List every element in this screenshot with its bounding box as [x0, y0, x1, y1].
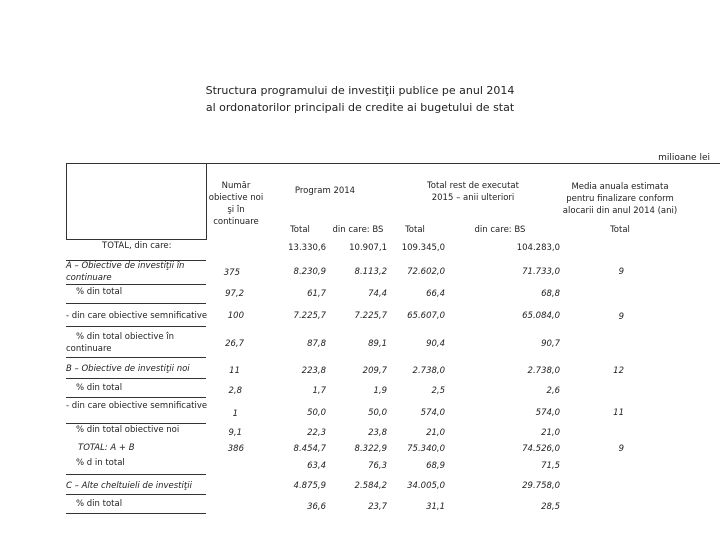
cell-rest-total: 31,1	[426, 502, 445, 512]
cell-program-total: 13.330,6	[288, 243, 326, 253]
page-title-line2: al ordonatorilor principali de credite ai bugetului de stat	[205, 101, 515, 114]
row-label: A – Obiective de investiţii în continuare	[66, 261, 185, 283]
cell-program-bs: 8.113,2	[354, 267, 387, 277]
cell-rest-total: 90,4	[426, 339, 445, 349]
cell-rest-bs: 574,0	[535, 408, 560, 418]
header-program-bs: din care: BS	[332, 225, 384, 235]
cell-rest-total: 65.607,0	[407, 311, 445, 321]
cell-obiective: 97,2	[225, 289, 244, 299]
cell-program-bs: 10.907,1	[349, 243, 387, 253]
cell-program-total: 63,4	[307, 461, 326, 471]
cell-program-total: 1,7	[312, 386, 326, 396]
row-label: B – Obiective de investiţii noi	[66, 364, 190, 374]
row-label: C – Alte cheltuieli de investiţii	[66, 481, 192, 491]
cell-obiective: 2,8	[228, 386, 242, 396]
cell-program-bs: 7.225,7	[354, 311, 387, 321]
cell-program-bs: 89,1	[368, 339, 387, 349]
cell-obiective: 386	[227, 444, 244, 454]
cell-rest-total: 72.602,0	[407, 267, 445, 277]
cell-rest-total: 66,4	[426, 289, 445, 299]
row-rule	[66, 378, 206, 379]
cell-rest-total: 34.005,0	[407, 481, 445, 491]
cell-program-bs: 8.322,9	[354, 444, 387, 454]
cell-rest-bs: 90,7	[541, 339, 560, 349]
cell-obiective: 375	[223, 268, 240, 278]
cell-rest-bs: 104.283,0	[516, 243, 560, 253]
cell-rest-bs: 68,8	[541, 289, 560, 299]
header-rest-bs: din care: BS	[474, 225, 526, 235]
cell-program-bs: 23,8	[368, 428, 387, 438]
cell-rest-bs: 28,5	[541, 502, 560, 512]
cell-program-total: 87,8	[307, 339, 326, 349]
cell-rest-bs: 65.084,0	[522, 311, 560, 321]
header-obiective: Număr obiective noi şi în continuare	[208, 181, 264, 227]
cell-rest-bs: 74.526,0	[522, 444, 560, 454]
row-rule	[66, 357, 206, 358]
cell-rest-bs: 29.758,0	[522, 481, 560, 491]
cell-media: 9	[618, 312, 624, 322]
cell-media: 12	[613, 366, 624, 376]
row-rule	[66, 284, 206, 285]
cell-obiective: 1	[232, 409, 238, 419]
cell-rest-total: 109.345,0	[401, 243, 445, 253]
cell-rest-bs: 71.733,0	[522, 267, 560, 277]
cell-program-bs: 74,4	[368, 289, 387, 299]
cell-program-bs: 50,0	[368, 408, 387, 418]
cell-program-total: 8.230,9	[293, 267, 326, 277]
cell-program-bs: 209,7	[362, 366, 387, 376]
cell-rest-total: 2.738,0	[412, 366, 445, 376]
cell-program-total: 61,7	[307, 289, 326, 299]
cell-media: 9	[618, 444, 624, 454]
cell-rest-total: 574,0	[420, 408, 445, 418]
row-rule	[66, 423, 206, 424]
row-rule	[66, 326, 206, 327]
row-label: % din total	[76, 287, 123, 297]
header-media-total: Total	[610, 225, 630, 235]
header-program: Program 2014	[294, 186, 356, 196]
row-rule	[66, 397, 206, 398]
header-program-total: Total	[290, 225, 310, 235]
row-label: % din total	[76, 383, 123, 393]
cell-program-bs: 76,3	[368, 461, 387, 471]
row-rule	[66, 303, 206, 304]
cell-rest-bs: 21,0	[541, 428, 560, 438]
cell-obiective: 26,7	[225, 339, 244, 349]
row-label: - din care obiective semnificative	[66, 311, 208, 321]
header-left-rule	[66, 163, 67, 240]
row-label: % din total obiective noi	[76, 425, 180, 435]
row-label: TOTAL, din care:	[102, 241, 172, 251]
cell-program-total: 8.454,7	[293, 444, 326, 454]
header-rest: Total rest de executat 2015 – anii ulteriori	[427, 181, 519, 203]
unit-label: milioane lei	[658, 153, 710, 163]
cell-media: 11	[613, 408, 624, 418]
cell-rest-bs: 2,6	[546, 386, 560, 396]
row-label: % d in total	[76, 458, 125, 468]
row-label: - din care obiective semnificative	[66, 401, 208, 411]
header-top-rule	[66, 163, 720, 164]
page-title-line1: Structura programului de investiţii publice pe anul 2014	[205, 84, 515, 97]
cell-rest-bs: 2.738,0	[527, 366, 560, 376]
cell-program-total: 4.875,9	[293, 481, 326, 491]
cell-obiective: 11	[229, 366, 240, 376]
cell-program-total: 50,0	[307, 408, 326, 418]
cell-program-total: 223,8	[301, 366, 326, 376]
cell-media: 9	[618, 267, 624, 277]
row-label: % din total obiective în continuare	[66, 332, 175, 354]
row-label: % din total	[76, 499, 123, 509]
row-label: TOTAL: A + B	[78, 443, 135, 453]
cell-rest-total: 2,5	[431, 386, 445, 396]
cell-program-total: 7.225,7	[293, 311, 326, 321]
cell-obiective: 100	[227, 311, 244, 321]
cell-rest-bs: 71,5	[541, 461, 560, 471]
header-rest-total: Total	[405, 225, 425, 235]
cell-rest-total: 21,0	[426, 428, 445, 438]
header-media: Media anuala estimata pentru finalizare conform alocarii din anul 2014 (ani)	[562, 182, 678, 216]
cell-program-bs: 1,9	[373, 386, 387, 396]
cell-rest-total: 75.340,0	[407, 444, 445, 454]
row-rule	[66, 513, 206, 514]
header-bottom-rule	[66, 239, 206, 240]
cell-program-total: 36,6	[307, 502, 326, 512]
cell-obiective: 9,1	[228, 428, 242, 438]
cell-program-bs: 2.584,2	[354, 481, 387, 491]
cell-program-bs: 23,7	[368, 502, 387, 512]
cell-program-total: 22,3	[307, 428, 326, 438]
cell-rest-total: 68,9	[426, 461, 445, 471]
row-rule	[66, 494, 206, 495]
row-rule	[66, 474, 206, 475]
